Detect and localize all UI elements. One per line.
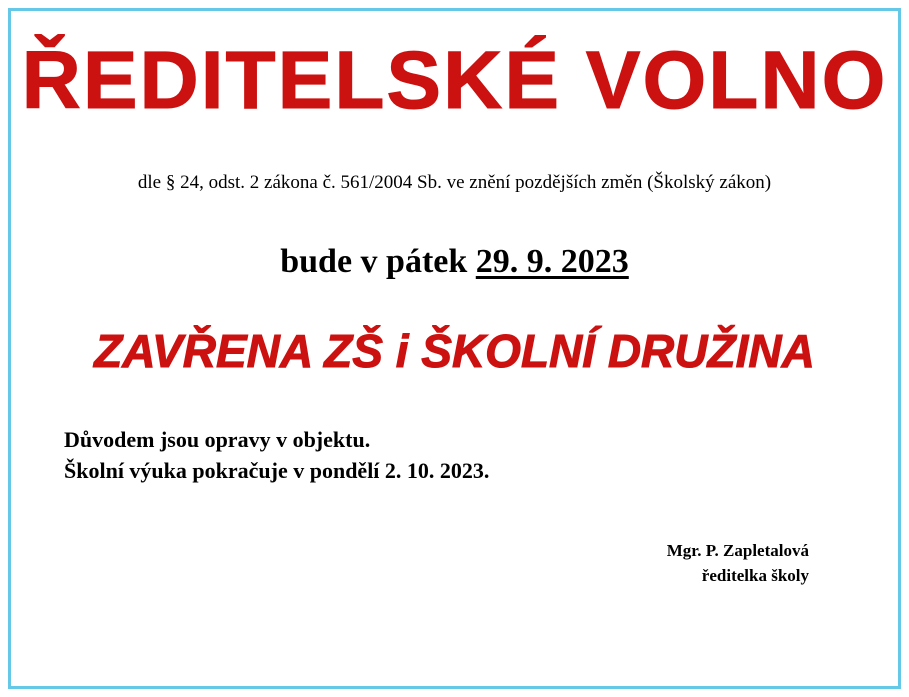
dateline-prefix: bude v pátek (280, 243, 468, 280)
legal-reference-text: dle § 24, odst. 2 zákona č. 561/2004 Sb. ve znění pozdějších změn (Školský zákon) (137, 172, 772, 193)
page-title: ŘEDITELSKÉ VOLNO (21, 35, 888, 126)
reason-line-1: Důvodem jsou opravy v objektu. (64, 427, 371, 452)
signature-block (0, 538, 909, 588)
reason-line-2: Školní výuka pokračuje v pondělí 2. 10. 2023. (64, 458, 490, 483)
reason-block (64, 424, 844, 486)
closure-notice: ZAVŘENA ZŠ i ŠKOLNÍ DRUŽINA (94, 325, 815, 377)
signature-name: Mgr. P. Zapletalová (666, 541, 809, 560)
dateline-date: 29. 9. 2023 (475, 243, 629, 280)
dateline (0, 243, 909, 281)
signature-role: ředitelka školy (701, 566, 809, 585)
